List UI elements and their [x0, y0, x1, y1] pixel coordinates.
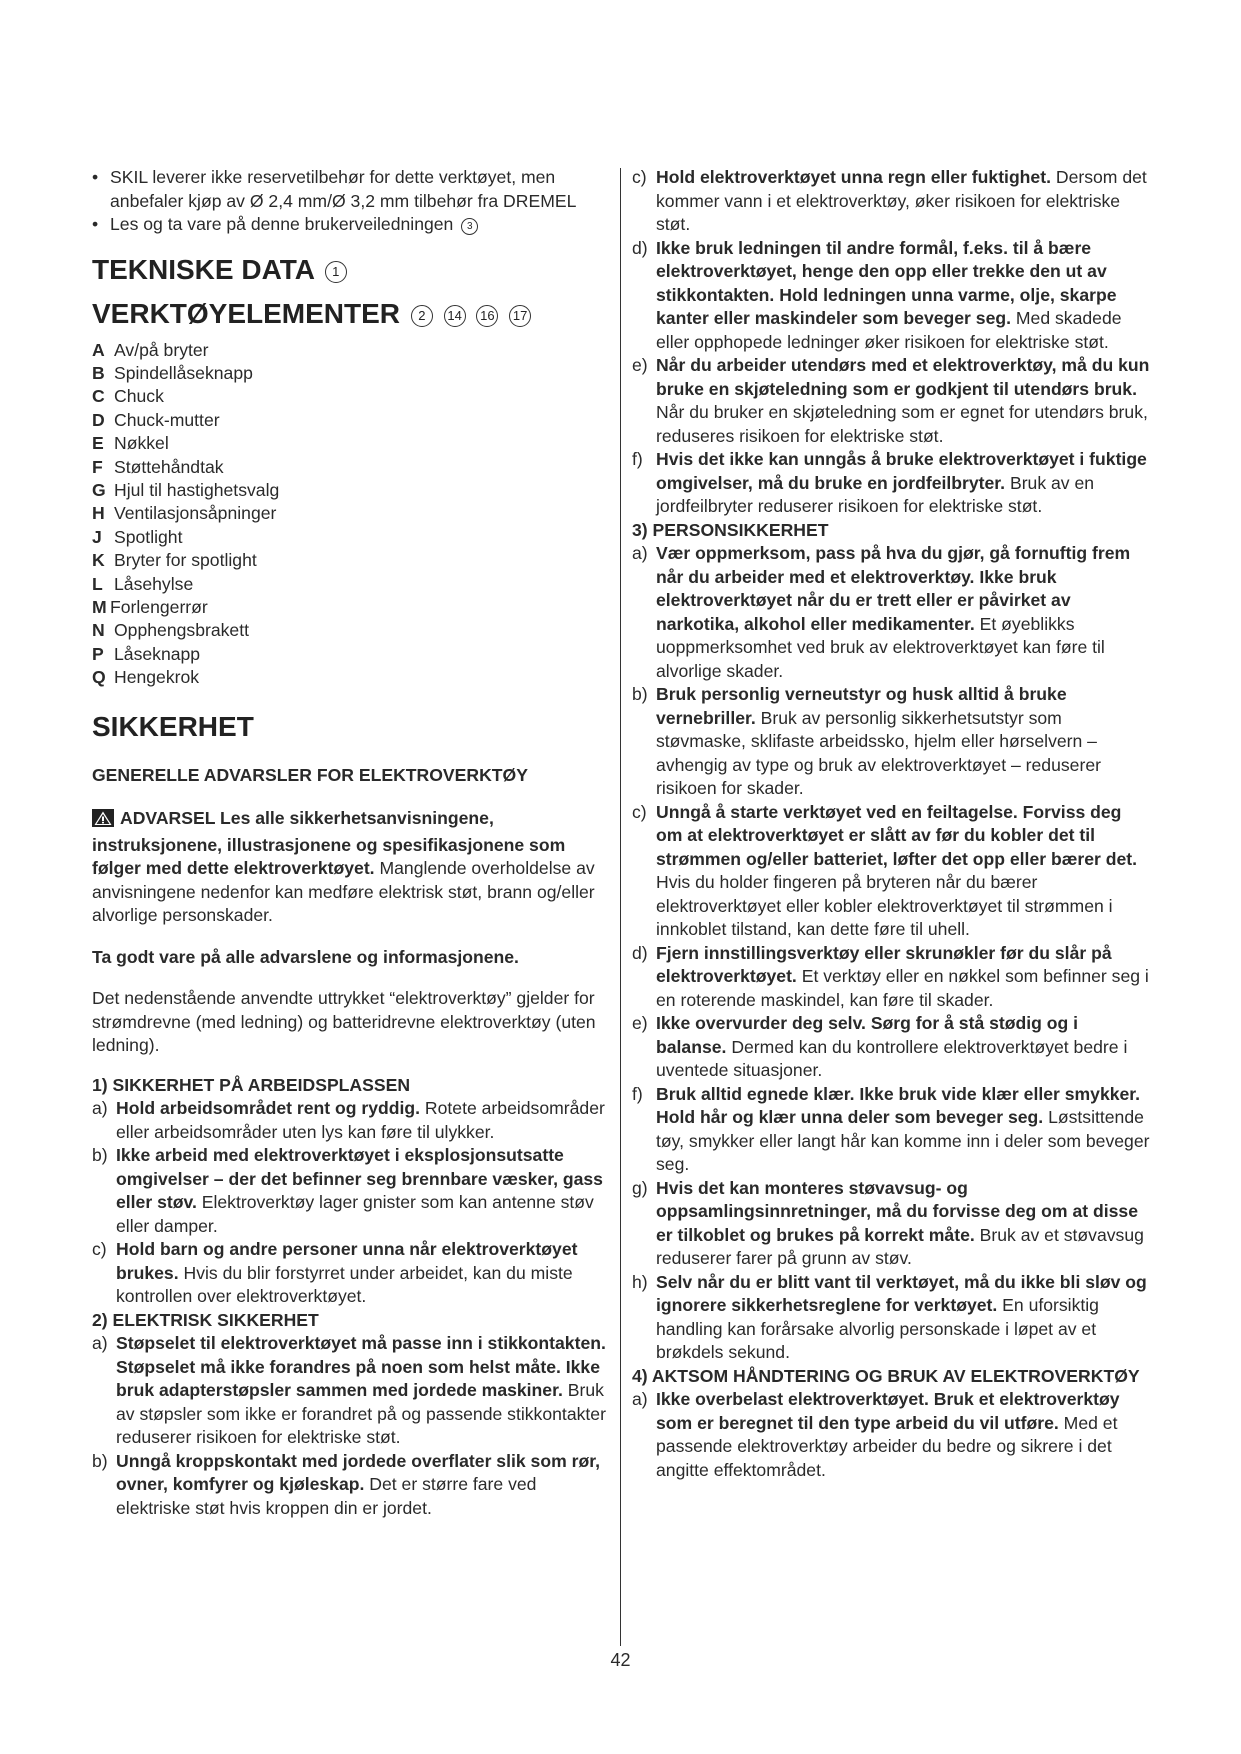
safety-item: c) Hold barn og andre personer unna når elektroverktøyet brukes. Hvis du blir forstyrret under arbeidet, kan du miste kontrollen over elektroverktøyet.	[92, 1239, 578, 1307]
safety-item: a) Vær oppmerksom, pass på hva du gjør, gå fornuftig frem når du arbeider med et elektroverktøy. Ikke bruk elektroverktøyet når du er trett eller er påvirket av narkotika, alkohol eller medikamenter. Et øyeblikks uoppmerksomhet ved bruk av elektroverktøyet kan føre til alvorlige skader.	[632, 543, 1131, 681]
component-item: N Opphengsbrakett	[92, 620, 249, 641]
safety-item: e) Når du arbeider utendørs med et elektroverktøy, må du kun bruke en skjøteledning som er godkjent til utendørs bruk. Når du bruker en skjøteledning som er egnet for utendørs bruk, reduseres risikoen for elektriske støt.	[632, 355, 1150, 446]
right-column	[632, 166, 1152, 1482]
safety-item: c) Unngå å starte verktøyet ved en feiltagelse. Forviss deg om at elektroverktøyet er slått av før du kobler det til strømmen og/eller batteriet, løfter det opp eller bærer det. Hvis du holder fingeren på bryteren når du bærer elektroverktøyet eller kobler elektroverktøyet til strømmen i innkoblet tilstand, kan dette føre til uhell.	[632, 801, 1137, 939]
safety-item: f) Bruk alltid egnede klær. Ikke bruk vide klær eller smykker. Hold hår og klær unna deler som beveger seg. Løstsittende tøy, smykker eller langt hår kan komme inn i deler som beveger seg.	[632, 1083, 1150, 1174]
component-item: L Låsehylse	[92, 573, 194, 594]
component-item: P Låseknapp	[92, 643, 201, 664]
safety-item: a) Støpselet til elektroverktøyet må passe inn i stikkontakten. Støpselet må ikke forandres på noen som helst måte. Ikke bruk adapterstøpsler sammen med jordede maskiner. Bruk av støpsler som ikke er forandret på og passende stikkontakter reduserer risikoen for elektriske støt.	[92, 1333, 606, 1448]
component-item: F Støttehåndtak	[92, 456, 224, 477]
warning-paragraph: ADVARSEL Les alle sikkerhetsanvisningene, instruksjonene, illustrasjonene og spesifikasjonene som følger med dette elektroverktøyet. Manglende overholdelse av anvisningene nedenfor kan medføre elektrisk støt, brann og/eller alvorlige personskader.	[92, 808, 595, 926]
page-number: 42	[610, 1650, 631, 1670]
section-heading: 1) SIKKERHET PÅ ARBEIDSPLASSEN	[92, 1074, 411, 1095]
figure-ref-3: 3	[461, 218, 478, 235]
safety-item: b) Unngå kroppskontakt med jordede overflater slik som rør, ovner, komfyrer og kjøleskap. Det er større fare ved elektriske støt hvis kroppen din er jordet.	[92, 1450, 600, 1518]
safety-item: b) Ikke arbeid med elektroverktøyet i eksplosjonsutsatte omgivelser – der det befinner seg brennbare væsker, gass eller støv. Elektroverktøy lager gnister som kan antenne støv eller damper.	[92, 1145, 603, 1236]
safety-item: a) Hold arbeidsområdet rent og ryddig. Rotete arbeidsområder eller arbeidsområder uten lys kan føre til ulykker.	[92, 1098, 605, 1142]
left-column	[92, 166, 612, 1520]
safety-item: d) Fjern innstillingsverktøy eller skrunøkler før du slår på elektroverktøyet. Et verktøy eller en nøkkel som befinner seg i en roterende maskindel, kan føre til skader.	[632, 942, 1149, 1010]
component-item: H Ventilasjonsåpninger	[92, 503, 277, 524]
safety-item: c) Hold elektroverktøyet unna regn eller fuktighet. Dersom det kommer vann i et elektroverktøy, øker risikoen for elektriske støt.	[632, 167, 1147, 234]
component-item: C Chuck	[92, 386, 164, 407]
safety-heading: SIKKERHET	[92, 710, 254, 742]
section-heading: 2) ELEKTRISK SIKKERHET	[92, 1309, 319, 1330]
figure-ref-16: 16	[476, 305, 498, 327]
section-heading: 4) AKTSOM HÅNDTERING OG BRUK AV ELEKTROVERKTØY	[632, 1365, 1140, 1386]
component-item: A Av/på bryter	[92, 339, 209, 360]
intro-bullet: • Les og ta vare på denne brukerveiledningen 3	[92, 213, 612, 237]
column-divider	[620, 168, 621, 1646]
safety-item: h) Selv når du er blitt vant til verktøyet, må du ikke bli sløv og ignorere sikkerhetsreglene for verktøyet. En uforsiktig handling kan forårsake alvorlig personskade i løpet av et brøkdels sekund.	[632, 1271, 1147, 1362]
figure-ref-14: 14	[444, 305, 466, 327]
safety-item: b) Bruk personlig verneutstyr og husk alltid å bruke vernebriller. Bruk av personlig sikkerhetsutstyr som støvmaske, sklifaste arbeidssko, hjelm eller hørselvern – avhengig av type og bruk av elektroverktøyet – reduserer risikoen for skader.	[632, 684, 1101, 798]
component-item: J Spotlight	[92, 526, 183, 547]
intro-bullet: • SKIL leverer ikke reservetilbehør for dette verktøyet, men anbefaler kjøp av Ø 2,4 mm/Ø 3,2 mm tilbehør fra DREMEL	[92, 166, 612, 213]
component-list	[92, 339, 612, 690]
safety-item: e) Ikke overvurder deg selv. Sørg for å stå stødig og i balanse. Dermed kan du kontrollere elektroverktøyet bedre i uventede situasjoner.	[632, 1013, 1128, 1080]
safety-item: g) Hvis det kan monteres støvavsug- og oppsamlingsinnretninger, må du forvisse deg om at disse er tilkoblet og brukes på korrekt måte. Bruk av et støvavsug reduserer farer på grunn av støv.	[632, 1177, 1144, 1268]
component-item: D Chuck-mutter	[92, 409, 220, 430]
section-heading: 3) PERSONSIKKERHET	[632, 519, 829, 540]
safety-item: a) Ikke overbelast elektroverktøyet. Bruk et elektroverktøy som er beregnet til den type arbeid du vil utføre. Med et passende elektroverktøy arbeider du bedre og sikrere i det angitte effektområdet.	[632, 1389, 1120, 1480]
safety-item: f) Hvis det ikke kan unngås å bruke elektroverktøyet i fuktige omgivelser, må du bruke en jordfeilbryter. Bruk av en jordfeilbryter reduserer risikoen for elektriske støt.	[632, 449, 1147, 516]
take-care-note: Ta godt vare på alle advarslene og informasjonene.	[92, 946, 519, 967]
component-item: G Hjul til hastighetsvalg	[92, 479, 280, 500]
component-item: M Forlengerrør	[92, 596, 208, 617]
figure-ref-2: 2	[411, 305, 433, 327]
component-item: K Bryter for spotlight	[92, 550, 257, 571]
tech-data-heading: TEKNISKE DATA 1	[92, 253, 612, 287]
figure-ref-1: 1	[325, 261, 347, 283]
general-warnings-heading: GENERELLE ADVARSLER FOR ELEKTROVERKTØY	[92, 764, 528, 785]
safety-item: d) Ikke bruk ledningen til andre formål, f.eks. til å bære elektroverktøyet, henge den opp eller trekke den ut av stikkontakten. Hold ledningen unna varme, olje, skarpe kanter eller maskindeler som beveger seg. Med skadede eller opphopede ledninger øker risikoen for elektriske støt.	[632, 237, 1122, 352]
definition-paragraph: Det nedenstående anvendte uttrykket “elektroverktøy” gjelder for strømdrevne (med ledning) og batteridrevne elektroverktøy (uten ledning).	[92, 988, 596, 1056]
component-item: B Spindellåseknapp	[92, 362, 253, 383]
component-item: Q Hengekrok	[92, 667, 200, 688]
tool-elements-heading: VERKTØYELEMENTER 2 14 16 17	[92, 297, 612, 331]
figure-ref-17: 17	[509, 305, 531, 327]
component-item: E Nøkkel	[92, 433, 169, 454]
warning-triangle-icon	[92, 809, 114, 834]
